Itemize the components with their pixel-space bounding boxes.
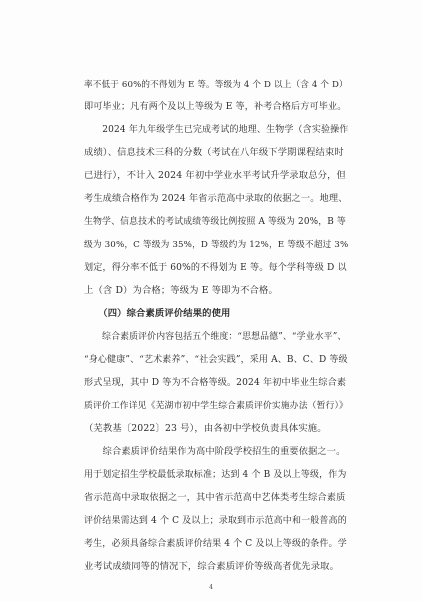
paragraph2-line-6: 级为 30%，C 等级为 35%，D 等级约为 12%，E 等级不超过 3%	[84, 240, 349, 250]
paragraph4-line-1: 综合素质评价结果作为高中阶段学校招生的重要依据之一。	[84, 446, 346, 457]
paragraph3-line-3: 形式呈现，其中 D 等为不合格等级。2024 年初中毕业生综合素	[84, 378, 347, 388]
paragraph4-line-3: 省示范高中录取依据之一，其中省示范高中艺体类考生综合素质	[84, 492, 346, 503]
paragraph1-line-1: 率不低于 60%的不得划为 E 等。等级为 4 个 D 以上（含 4 个 D）	[84, 80, 348, 90]
paragraph1-line-2: 即可毕业；凡有两个及以上等级为 E 等，补考合格后方可毕业。	[84, 102, 347, 112]
paragraph2-line-1: 2024 年九年级学生已完成考试的地理、生物学（含实验操作	[84, 125, 349, 135]
page-number: 4	[209, 584, 213, 591]
paragraph2-line-8: 上（含 D）为合格；等级为 E 等即为不合格。	[84, 285, 278, 296]
paragraph4-line-6: 业考试成绩同等的情况下，综合素质评价等级高者优先录取。	[84, 561, 340, 572]
section-heading: （四）综合素质评价结果的使用	[84, 308, 231, 319]
paragraph3-line-5: （芜教基〔2022〕23 号），由各初中学校负责具体实施。	[84, 423, 327, 434]
paragraph3-line-2: “身心健康”、“艺术素养”、“社会实践”，采用 A、B、C、D 等级	[84, 355, 348, 365]
paragraph4-line-2: 用于划定招生学校最低录取标准；达到 4 个 B 及以上等级，作为	[84, 470, 347, 480]
paragraph4-line-4: 评价结果需达到 4 个 C 及以上；录取到市示范高中和一般普高的	[84, 516, 347, 526]
paragraph2-line-5: 生物学、信息技术的考试成绩等级比例按照 A 等级为 20%，B 等	[84, 217, 346, 227]
paragraph4-line-5: 考生，必须具备综合素质评价结果 4 个 C 及以上等级的条件。学	[84, 539, 347, 549]
paragraph3-line-1: 综合素质评价内容包括五个维度：“思想品德”、“学业水平”、	[84, 332, 347, 342]
paragraph3-line-4: 质评价工作详见《芜湖市初中学生综合素质评价实施办法（暂行）》	[84, 401, 349, 411]
paragraph2-line-4: 考生成绩合格作为 2024 年省示范高中录取的依据之一。地理、	[84, 193, 348, 204]
paragraph2-line-7: 划定，得分率不低于 60%的不得划为 E 等。每个学科等级 D 以	[84, 263, 347, 273]
paragraph2-line-2: 成绩）、信息技术三科的分数（考试在八年级下学期课程结束时	[84, 147, 344, 158]
paragraph2-line-3: 已进行），不计入 2024 年初中学业水平考试升学录取总分，但	[84, 170, 346, 181]
